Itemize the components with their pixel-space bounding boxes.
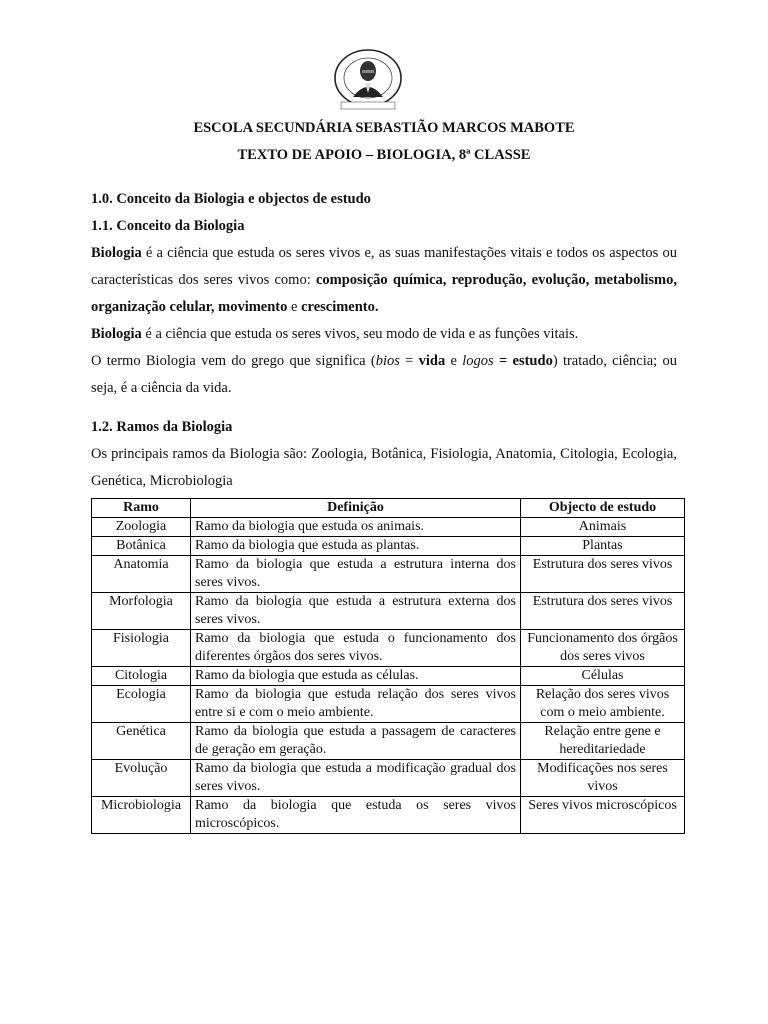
bold-estudo: = estudo [493,353,553,369]
cell-objecto: Seres vivos microscópicos [521,797,685,834]
cell-ramo: Evolução [92,760,191,797]
column-header-ramo: Ramo [92,499,191,518]
table-row [92,667,685,686]
table-row [92,760,685,797]
table-row [92,537,685,556]
cell-definicao: Ramo da biologia que estuda a estrutura externa dos seres vivos. [191,593,521,630]
table-row [92,630,685,667]
table-header-row [92,499,685,518]
branches-table [91,498,685,834]
document-body [91,186,677,834]
table-row [92,686,685,723]
cell-ramo: Citologia [92,667,191,686]
cell-objecto: Funcionamento dos órgãos dos seres vivos [521,630,685,667]
table-row [92,556,685,593]
cell-objecto: Animais [521,518,685,537]
section-heading-1-2: 1.2. Ramos da Biologia [91,419,233,435]
section-heading-1-1: 1.1. Conceito da Biologia [91,218,245,234]
bold-vida: vida [418,353,446,369]
cell-ramo: Morfologia [92,593,191,630]
bold-growth: crescimento. [301,299,379,315]
cell-definicao: Ramo da biologia que estuda relação dos seres vivos entre si e com o meio ambiente. [191,686,521,723]
cell-definicao: Ramo da biologia que estuda os seres vivos microscópicos. [191,797,521,834]
cell-definicao: Ramo da biologia que estuda as plantas. [191,537,521,556]
cell-ramo: Genética [92,723,191,760]
paragraph-branches-intro: Os principais ramos da Biologia são: Zoologia, Botânica, Fisiologia, Anatomia, Citologia, Ecologia, Genética, Microbiologia [91,446,677,489]
cell-ramo: Zoologia [92,518,191,537]
table-row [92,593,685,630]
cell-objecto: Estrutura dos seres vivos [521,556,685,593]
cell-ramo: Botânica [92,537,191,556]
table-row [92,723,685,760]
column-header-definicao: Definição [191,499,521,518]
cell-objecto: Relação entre gene e hereditariedade [521,723,685,760]
cell-definicao: Ramo da biologia que estuda a modificação gradual dos seres vivos. [191,760,521,797]
cell-objecto: Modificações nos seres vivos [521,760,685,797]
bold-characteristics: composição química, reprodução, evolução, metabolismo, organização celular, movimento [91,272,677,315]
section-heading-1-0: 1.0. Conceito da Biologia e objectos de estudo [91,191,371,207]
school-name: ESCOLA SECUNDÁRIA SEBASTIÃO MARCOS MABOTE [193,120,575,136]
table-row [92,797,685,834]
cell-objecto: Relação dos seres vivos com o meio ambiente. [521,686,685,723]
cell-definicao: Ramo da biologia que estuda a passagem de caracteres de geração em geração. [191,723,521,760]
cell-objecto: Plantas [521,537,685,556]
document-subtitle: TEXTO DE APOIO – BIOLOGIA, 8ª CLASSE [237,147,531,163]
cell-ramo: Ecologia [92,686,191,723]
cell-definicao: Ramo da biologia que estuda o funcionamento dos diferentes órgãos dos seres vivos. [191,630,521,667]
paragraph-biology-definition-2: Biologia é a ciência que estuda os seres vivos, seu modo de vida e as funções vitais. [91,326,579,342]
cell-objecto: Estrutura dos seres vivos [521,593,685,630]
bold-term: Biologia [91,245,142,261]
cell-definicao: Ramo da biologia que estuda as células. [191,667,521,686]
bold-term: Biologia [91,326,142,342]
table-row [92,518,685,537]
cell-definicao: Ramo da biologia que estuda os animais. [191,518,521,537]
column-header-objecto: Objecto de estudo [521,499,685,518]
italic-bios: bios [375,353,400,369]
cell-ramo: Anatomia [92,556,191,593]
cell-ramo: Microbiologia [92,797,191,834]
cell-objecto: Células [521,667,685,686]
cell-definicao: Ramo da biologia que estuda a estrutura interna dos seres vivos. [191,556,521,593]
cell-ramo: Fisiologia [92,630,191,667]
italic-logos: logos [462,353,494,369]
paragraph-biology-definition-1: Biologia é a ciência que estuda os seres vivos e, as suas manifestações vitais e todos os aspectos ou características dos seres vivos como: composição química, reprodução, evolução, metabolismo, organização celular, movimento e crescimento. [91,245,677,315]
paragraph-etymology: O termo Biologia vem do grego que significa (bios = vida e logos = estudo) tratado, ciência; ou seja, é a ciência da vida. [91,353,677,396]
school-logo-seal [331,47,405,113]
